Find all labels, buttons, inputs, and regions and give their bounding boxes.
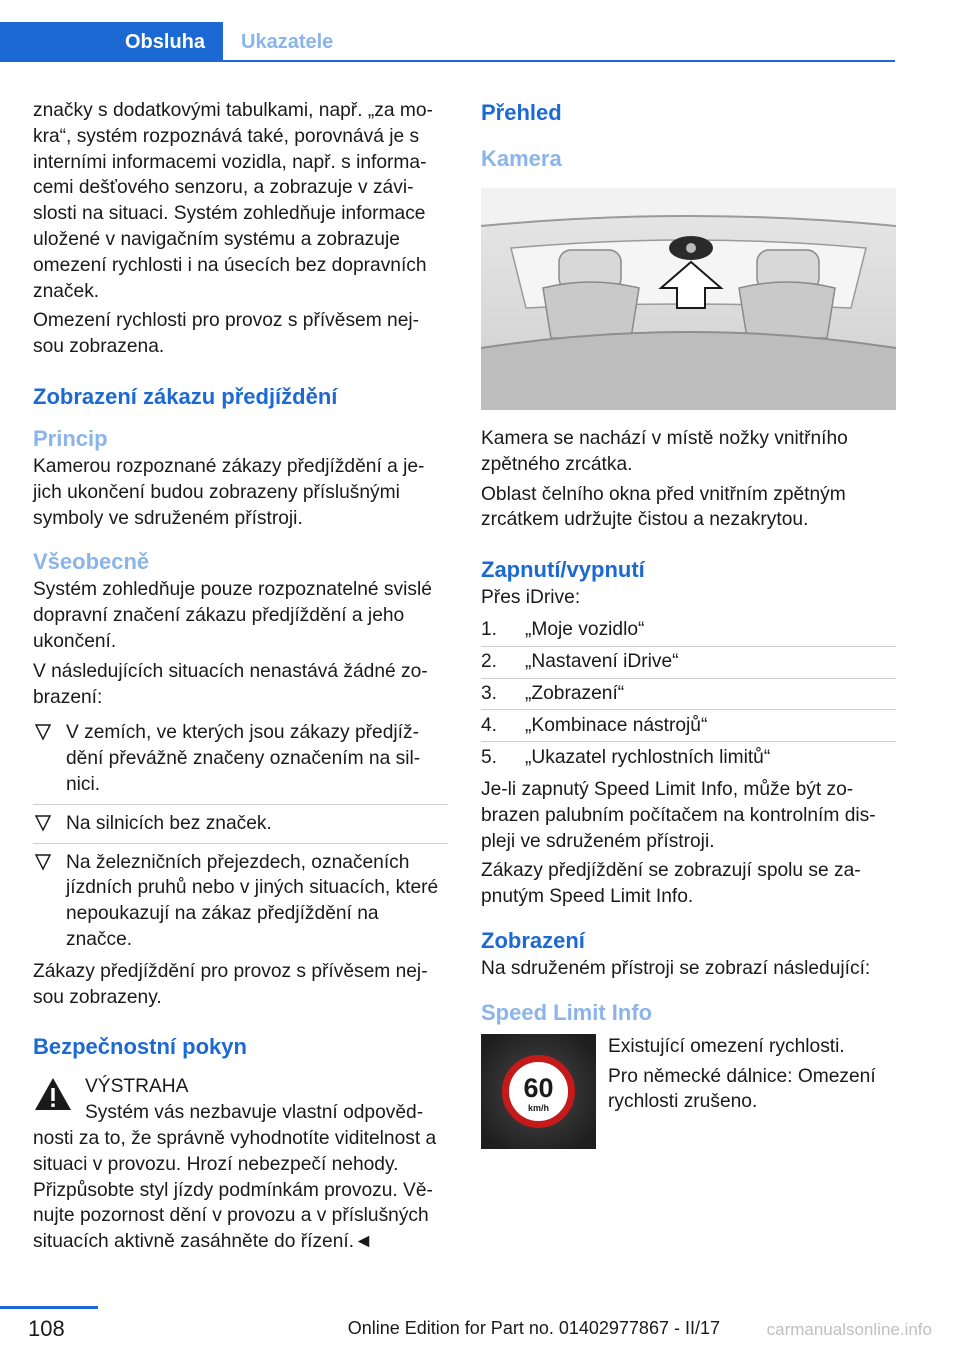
heading-display: Zobrazení	[481, 927, 585, 953]
triangle-bullet-icon	[35, 814, 51, 832]
list-item	[33, 805, 448, 844]
paragraph-camera-clean: Oblast čelního okna před vnitřním zpětným zrcátkem udržujte čistou a nezakrytou.	[481, 483, 846, 531]
paragraph-general-1: Systém zohledňuje pouze rozpoznatelné svislé dopravní značení zákazu předjíždění a jeho ukončení.	[33, 579, 432, 652]
list-item	[481, 742, 896, 773]
speed-limit-info-block	[481, 1034, 896, 1115]
list-item-text: Na železničních přejezdech, označeních jízdních pruhů nebo v jiných situacích, které nepoukazují na zákaz předjíždění na značce.	[66, 851, 439, 950]
paragraph-trailer-overtake: Zákazy předjíždění pro provoz s přívěsem nej‐ sou zobrazeny.	[33, 960, 428, 1008]
step-number: 3.	[481, 683, 498, 705]
paragraph-trailer-speed: Omezení rychlosti pro provoz s přívěsem nej‐ sou zobrazena.	[33, 310, 420, 358]
speed-sign-value: 60	[523, 1072, 554, 1103]
page-number: 108	[28, 1316, 65, 1341]
step-number: 4.	[481, 714, 498, 736]
heading-on-off: Zapnutí/vypnutí	[481, 557, 645, 583]
list-item	[33, 714, 448, 804]
warning-triangle-icon	[33, 1076, 73, 1112]
idrive-steps-list	[481, 615, 896, 773]
footer-edition: Online Edition for Part no. 01402977867 - II/17	[347, 1318, 720, 1338]
tab-underline	[223, 60, 895, 62]
paragraph-existing-limit: Existující omezení rychlosti.	[608, 1035, 845, 1057]
step-number: 2.	[481, 651, 498, 673]
heading-camera: Kamera	[481, 146, 562, 171]
tab-obsluha[interactable]: Obsluha	[0, 22, 223, 62]
paragraph-general-2: V následujících situacích nenastává žádné zo‐ brazení:	[33, 660, 428, 708]
footer-accent-line	[0, 1306, 98, 1309]
paragraph-principle: Kamerou rozpoznané zákazy předjíždění a je‐ jich ukončení budou zobrazeny příslušnými symboly ve sdruženém přístroji.	[33, 455, 425, 529]
list-item	[33, 844, 448, 959]
step-text: „Nastavení iDrive“	[525, 651, 679, 673]
step-text: „Ukazatel rychlostních limitů“	[525, 746, 771, 768]
heading-speed-limit-info: Speed Limit Info	[481, 999, 653, 1025]
list-item	[481, 710, 896, 742]
list-item	[481, 615, 896, 647]
heading-principle: Princip	[33, 425, 108, 451]
warning-title: VÝSTRAHA	[85, 1076, 189, 1098]
triangle-bullet-icon	[35, 853, 51, 871]
heading-safety-note: Bezpečnostní pokyn	[33, 1034, 247, 1060]
situation-list	[33, 714, 448, 958]
step-text: „Moje vozidlo“	[525, 619, 645, 641]
paragraph-via-idrive: Přes iDrive:	[481, 587, 581, 609]
list-item	[481, 647, 896, 679]
speed-limit-sign-image	[481, 1034, 596, 1149]
right-column	[481, 98, 896, 1119]
paragraph-sign-detection: značky s dodatkovými tabulkami, např. „za mo‐ kra“, systém rozpoznává také, porovnává je s interními informacemi vozidla, např. s informa‐ cemi dešťového senzoru, a zobrazuje v závi‐ slosti na situaci. Systém zohledňuje informace uložené v navigačním systému a zobrazuje omezení rychlosti i na úsecích bez dopravních značek.	[33, 100, 433, 302]
heading-overview: Přehled	[481, 100, 562, 125]
step-number: 1.	[481, 619, 498, 641]
footer-watermark: carmanualsonline.info	[766, 1320, 932, 1339]
heading-overtake-display: Zobrazení zákazu předjíždění	[33, 383, 338, 409]
paragraph-camera-location: Kamera se nachází v místě nožky vnitřního zpětného zrcátka.	[481, 428, 848, 475]
paragraph-display: Na sdruženém přístroji se zobrazí následující:	[481, 957, 871, 979]
left-column	[33, 98, 448, 1255]
warning-block	[33, 1074, 448, 1255]
step-text: „Zobrazení“	[525, 683, 625, 705]
heading-general: Všeobecně	[33, 549, 150, 575]
camera-location-image	[481, 188, 896, 410]
triangle-bullet-icon	[35, 723, 51, 741]
step-number: 5.	[481, 746, 498, 768]
tab-ukazatele[interactable]: Ukazatele	[241, 30, 334, 53]
list-item-text: V zemích, ve kterých jsou zákazy předjíž‐ dění převážně značeny označením na sil‐ nici.	[66, 722, 421, 795]
speed-sign-unit: km/h	[527, 1102, 550, 1113]
list-item	[481, 679, 896, 711]
list-item-text: Na silnicích bez značek.	[66, 812, 272, 834]
header-tabs	[0, 22, 895, 62]
step-text: „Kombinace nástrojů“	[525, 714, 708, 736]
warning-text: Systém vás nezbavuje vlastní odpověd‐ nosti za to, že správně vyhodnotíte viditelnost a situaci v provozu. Hrozí nebezpečí nehody. Přizpůsobte styl jízdy podmínkám provozu. Vě‐ nujte pozornost dění v provozu a v příslušných situacích aktivně zasáhněte do řízení.◄	[33, 1102, 437, 1253]
paragraph-limit-cancelled: Pro německé dálnice: Omezení rychlosti zrušeno.	[608, 1065, 876, 1113]
paragraph-overtake-with-sli: Zákazy předjíždění se zobrazují spolu se za‐ pnutým Speed Limit Info.	[481, 860, 861, 908]
paragraph-speed-limit-info: Je-li zapnutý Speed Limit Info, může být zo‐ brazen palubním počítačem na kontrolním dis‐ pleji ve sdruženém přístroji.	[481, 778, 876, 852]
